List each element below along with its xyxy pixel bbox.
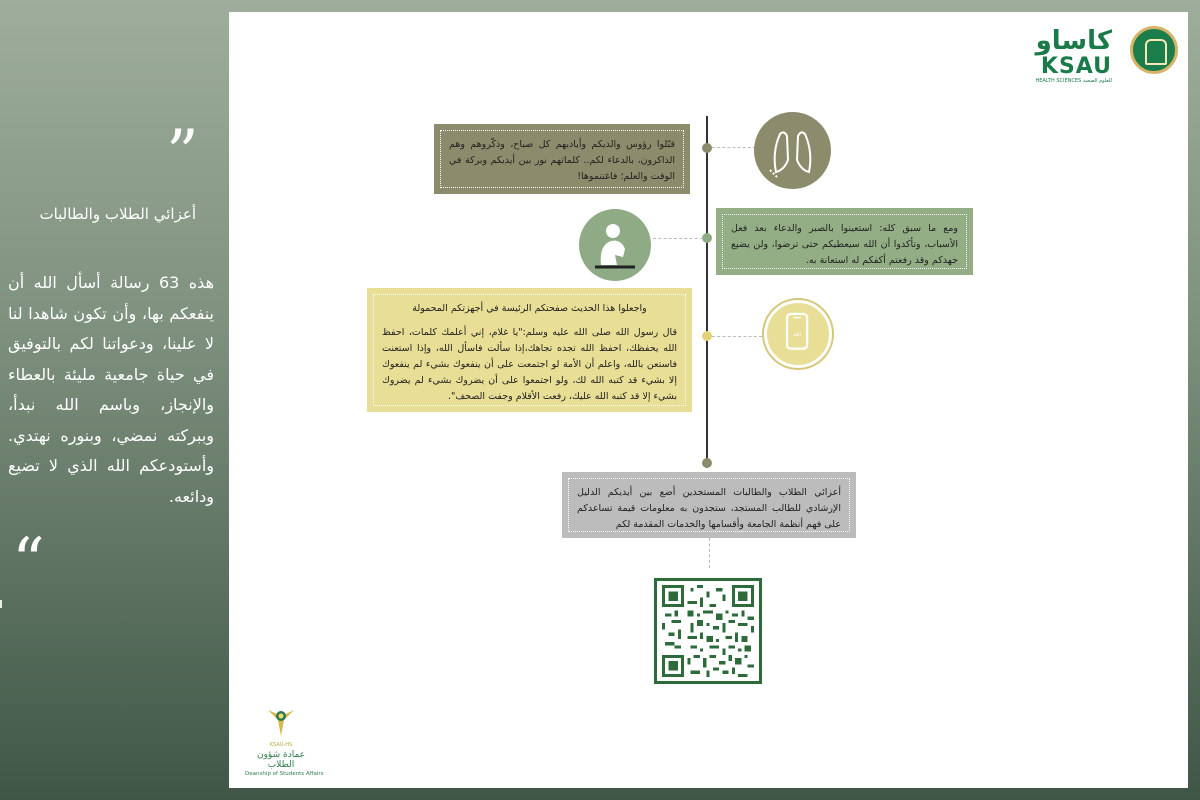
qr-code-graphic: [661, 585, 755, 677]
qr-code[interactable]: [654, 578, 762, 684]
timeline-dot-3: [702, 331, 712, 341]
deanship-arabic-name: عمادة شؤون الطلاب: [256, 750, 306, 770]
timeline-dot-4: [702, 458, 712, 468]
phone-icon: [764, 300, 832, 368]
message-box-patience: [716, 208, 973, 275]
connector-4: [709, 538, 710, 568]
praying-hands-icon: [754, 112, 831, 189]
opening-quote-mark: “: [12, 525, 45, 599]
connector-1: [712, 147, 756, 148]
logo-arabic-text: كاساو: [1035, 26, 1112, 56]
logo-subtitle: HEALTH SCIENCES للعلوم الصحية: [1035, 78, 1112, 84]
deanship-mark-icon: [266, 706, 296, 740]
university-seal-icon: [1130, 26, 1178, 74]
deanship-logo: [245, 706, 324, 777]
timeline-line: [706, 116, 708, 468]
deanship-english-name: Deanship of Students Affairs: [245, 771, 324, 777]
message-box-hadith: [367, 288, 692, 412]
left-panel: [0, 0, 228, 800]
praying-person-icon: [579, 209, 651, 281]
message-text-parents: قبّلوا رؤوس والديكم وأياديهم كل صباح، وذكّروهم وهم الذاكرون، بالدعاء لكم.. كلماتهم نور بين أيديكم وبركة في الوقت والعلم؛ فاغتنموها!: [440, 130, 684, 188]
left-body-text: هذه 63 رسالة أسأل الله أن ينفعكم بها، وأن تكون شاهدا لنا لا علينا، ودعواتنا لكم بالتوفيق في حياة جامعية مليئة بالعطاء والإنجاز، وباسم الله نبدأ، وببركته نمضي، وبنوره نهتدي. وأستودعكم الله الذي لا تضيع ودائعه.: [8, 273, 215, 506]
phone-glyph: الله: [793, 331, 802, 338]
hadith-text: قال رسول الله صلى الله عليه وسلم:"يا غلام، إني أعلمك كلمات، احفظ الله يحفظك، احفظ الله تجده تجاهك،إذا سألت فاسأل الله، وإذا استعنت فاستعن بالله، واعلم أن الأمة لو اجتمعت على أن ينفعوك بشيء لم ينفعوك إلا بشيء قد كتبه الله لك، ولو اجتمعوا على أن يضروك بشيء لم يضروك بشيء إلا قد كتبه الله عليك، رفعت الأقلام وجفت الصحف".: [382, 327, 677, 402]
edge-tick: [0, 600, 2, 608]
deanship-acronym: KSAU-HS: [269, 742, 293, 748]
logo-latin-text: KSAU: [1040, 54, 1112, 79]
connector-3: [712, 336, 762, 337]
connector-2: [653, 238, 703, 239]
left-heading: أعزائي الطلاب والطالبات: [39, 205, 196, 223]
main-card: [229, 12, 1188, 788]
hadith-content: [373, 294, 686, 406]
timeline-dot-1: [702, 143, 712, 153]
closing-quote-mark: ”: [166, 117, 199, 191]
message-text-patience: ومع ما سبق كله: استعينوا بالصبر والدعاء بعد فعل الأسباب، وتأكدوا أن الله سيعطيكم حتى ترضوا، ولن يضيع جهدكم وقد رفعتم أكفكم له استعانة به.: [722, 214, 967, 269]
message-box-parents: [434, 124, 690, 194]
ksau-logo: [1008, 24, 1178, 88]
message-box-guide: [562, 472, 856, 538]
hadith-lead: واجعلوا هذا الحديث صفحتكم الرئيسة في أجهزتكم المحمولة: [412, 303, 647, 314]
timeline-dot-2: [702, 233, 712, 243]
message-text-guide: أعزائي الطلاب والطالبات المستجدين أضع بين أيديكم الدليل الإرشادي للطالب المستجد، ستجدون به معلومات قيمة تساعدكم على فهم أنظمة الجامعة وأقسامها والخدمات المقدمة لكم: [568, 478, 850, 532]
